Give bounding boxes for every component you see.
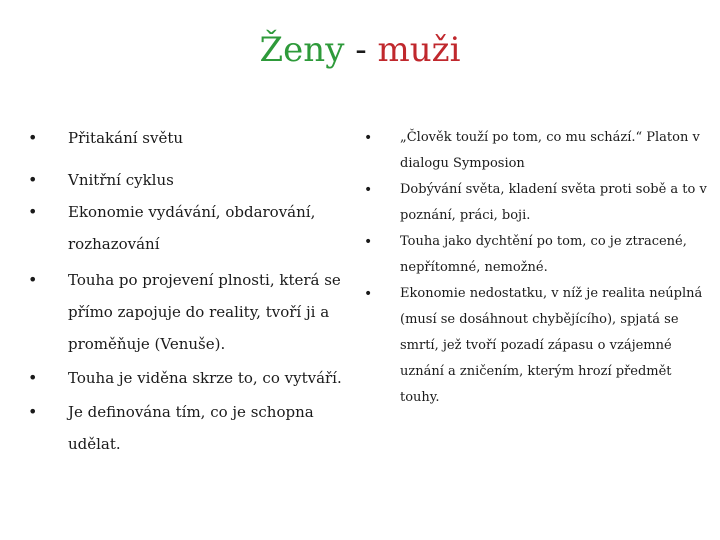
right-bullet-list (364, 125, 710, 411)
right-item-text: Touha jako dychtění po tom, co je ztracené, nepřítomné, nemožné. (400, 234, 687, 275)
bullet-icon: • (28, 202, 38, 221)
left-bullet-list (28, 122, 368, 460)
bullet-icon: • (364, 182, 373, 198)
right-item-text: Ekonomie nedostatku, v níž je realita neúplná (musí se dosáhnout chybějícího), spjatá se smrtí, jež tvoří pozadí zápasu o vzájemné uznání a zničením, kterým hrozí předmět touhy. (400, 286, 703, 405)
left-item-text: Ekonomie vydávání, obdarování, rozhazování (68, 203, 316, 253)
right-item (364, 229, 710, 281)
left-item (28, 122, 368, 154)
right-item (364, 281, 710, 411)
title-separator: - (344, 30, 378, 70)
right-item-text: Dobývání světa, kladení světa proti sobě a to v poznání, práci, boji. (400, 182, 707, 223)
right-item-text: „Člověk touží po tom, co mu schází.“ Platon v dialogu Symposion (400, 130, 700, 171)
left-item (28, 196, 368, 260)
bullet-icon: • (364, 286, 373, 302)
bullet-icon: • (28, 402, 38, 421)
left-item (28, 164, 368, 196)
left-item (28, 362, 368, 394)
bullet-icon: • (364, 130, 373, 146)
bullet-icon: • (364, 234, 373, 250)
bullet-icon: • (28, 368, 38, 387)
left-item (28, 396, 368, 460)
right-item (364, 177, 710, 229)
title-men: muži (377, 30, 461, 70)
left-item-text: Přitakání světu (68, 129, 184, 147)
bullet-icon: • (28, 170, 38, 189)
slide-title (0, 28, 720, 72)
left-item-text: Je definována tím, co je schopna udělat. (68, 403, 314, 453)
left-item-text: Touha je viděna skrze to, co vytváří. (68, 369, 342, 387)
right-item (364, 125, 710, 177)
bullet-icon: • (28, 270, 38, 289)
title-women: Ženy (259, 30, 345, 70)
left-item (28, 264, 368, 360)
bullet-icon: • (28, 128, 38, 147)
left-item-text: Touha po projevení plnosti, která se přímo zapojuje do reality, tvoří ji a proměňuje (Venuše). (68, 271, 341, 353)
left-item-text: Vnitřní cyklus (68, 171, 174, 189)
